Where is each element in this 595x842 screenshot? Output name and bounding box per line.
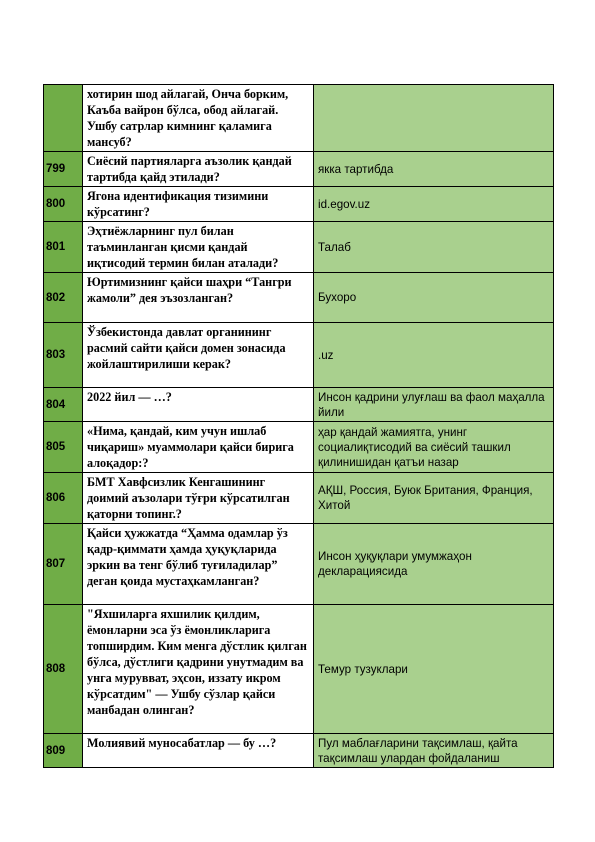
question-cell: Ўзбекистонда давлат органининг расмий сайти қайси домен зонасида жойлаштирилиши керак?: [83, 323, 314, 388]
answer-cell: Темур тузуклари: [314, 605, 554, 734]
table-row: [44, 273, 554, 323]
row-number: 801: [44, 222, 83, 273]
table-row: [44, 152, 554, 187]
row-number: [44, 85, 83, 152]
answer-cell: Пул маблағларини тақсимлаш, қайта тақсимлаш улардан фойдаланиш: [314, 734, 554, 768]
table-row: [44, 388, 554, 422]
table-row: [44, 222, 554, 273]
answer-cell: ҳар қандай жамиятга, унинг социалиқтисодий ва сиёсий ташкил қилинишидан қатъи назар: [314, 422, 554, 473]
row-number: 800: [44, 187, 83, 222]
row-number: 807: [44, 524, 83, 605]
table-row: [44, 473, 554, 524]
table-row: [44, 524, 554, 605]
question-cell: "Яхшиларга яхшилик қилдим, ёмонларни эса ўз ёмонликларига топширдим. Ким менга дўстлик қилган бўлса, дўстлиги қадрини унутмадим ва унга мурувват, эҳсон, иззату икром кўрсатдим" — Ушбу сўзлар қайси манбадан олинган?: [83, 605, 314, 734]
row-number: 802: [44, 273, 83, 323]
answer-cell: id.egov.uz: [314, 187, 554, 222]
table-row: [44, 323, 554, 388]
table-row: [44, 422, 554, 473]
question-cell: Сиёсий партияларга аъзолик қандай тартибда қайд этилади?: [83, 152, 314, 187]
table-row: [44, 85, 554, 152]
answer-cell: [314, 85, 554, 152]
question-cell: Ягона идентификация тизимини кўрсатинг?: [83, 187, 314, 222]
table-row: [44, 605, 554, 734]
answer-cell: Инсон ҳуқуқлари умумжаҳон декларациясида: [314, 524, 554, 605]
row-number: 809: [44, 734, 83, 768]
question-cell: БМТ Хавфсизлик Кенгашининг доимий аъзолари тўғри кўрсатилган қаторни топинг.?: [83, 473, 314, 524]
answer-cell: Инсон қадрини улуғлаш ва фаол маҳалла йили: [314, 388, 554, 422]
row-number: 805: [44, 422, 83, 473]
qa-table: [43, 84, 554, 768]
row-number: 806: [44, 473, 83, 524]
question-cell: «Нима, қандай, ким учун ишлаб чиқариш» муаммолари қайси бирига алоқадор:?: [83, 422, 314, 473]
question-cell: Қайси ҳужжатда “Ҳамма одамлар ўз қадр-қиммати ҳамда ҳуқуқларида эркин ва тенг бўлиб туғиладилар” деган қоида мустаҳкамланган?: [83, 524, 314, 605]
table-row: [44, 187, 554, 222]
row-number: 803: [44, 323, 83, 388]
question-cell: хотирин шод айлагай, Онча борким, Каъба вайрон бўлса, обод айлагай. Ушбу сатрлар кимнинг қаламига мансуб?: [83, 85, 314, 152]
answer-cell: АҚШ, Россия, Буюк Британия, Франция, Хитой: [314, 473, 554, 524]
answer-cell: .uz: [314, 323, 554, 388]
question-cell: 2022 йил — …?: [83, 388, 314, 422]
row-number: 799: [44, 152, 83, 187]
row-number: 804: [44, 388, 83, 422]
table-row: [44, 734, 554, 768]
question-cell: Молиявий муносабатлар — бу …?: [83, 734, 314, 768]
row-number: 808: [44, 605, 83, 734]
answer-cell: якка тартибда: [314, 152, 554, 187]
question-cell: Юртимизнинг қайси шаҳри “Тангри жамоли” дея эъзозланган?: [83, 273, 314, 323]
answer-cell: Бухоро: [314, 273, 554, 323]
question-cell: Эҳтиёжларнинг пул билан таъминланган қисми қандай иқтисодий термин билан аталади?: [83, 222, 314, 273]
answer-cell: Талаб: [314, 222, 554, 273]
